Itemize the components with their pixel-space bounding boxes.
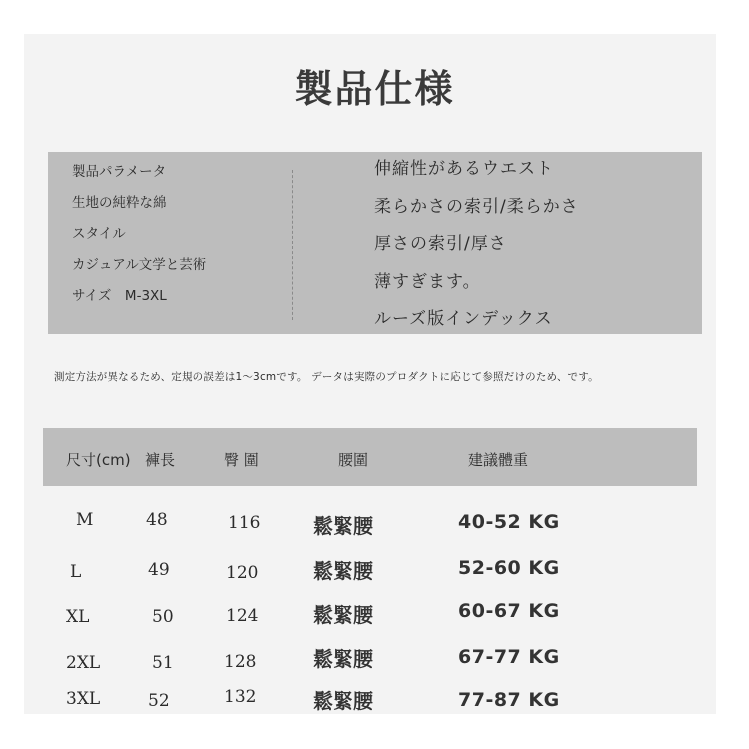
row-length: 49	[148, 560, 170, 580]
row-waist: 鬆緊腰	[313, 647, 373, 671]
row-weight: 52-60 KG	[458, 557, 560, 579]
row-size: 3XL	[66, 689, 101, 709]
spec-right-item: 柔らかさの索引/柔らかさ	[374, 196, 579, 217]
header-waist: 腰圍	[338, 451, 369, 469]
spec-left-item: サイズ M-3XL	[72, 288, 167, 304]
row-hip: 124	[226, 606, 259, 626]
row-hip: 128	[224, 652, 257, 672]
row-waist: 鬆緊腰	[313, 514, 373, 538]
spec-left-item: カジュアル文学と芸術	[72, 257, 207, 273]
row-weight: 77-87 KG	[458, 689, 560, 711]
spec-left-list	[72, 162, 206, 317]
spec-left-item: スタイル	[72, 226, 126, 242]
page-title: 製品仕様	[294, 67, 455, 111]
header-size: 尺寸(cm)	[66, 451, 131, 469]
row-weight: 60-67 KG	[458, 600, 560, 622]
spec-left-item: 製品パラメータ	[72, 164, 167, 180]
row-length: 50	[152, 607, 174, 627]
row-size: L	[70, 562, 82, 582]
row-size: M	[76, 510, 94, 530]
row-weight: 40-52 KG	[458, 511, 560, 533]
size-table-header	[43, 428, 697, 486]
header-hip: 臀 圍	[224, 451, 259, 469]
spec-right-item: 伸縮性があるウエスト	[374, 159, 554, 179]
row-size: XL	[66, 607, 90, 627]
row-size: 2XL	[66, 653, 101, 673]
spec-right-item: 厚さの索引/厚さ	[374, 234, 507, 254]
row-hip: 116	[228, 513, 261, 533]
row-length: 52	[148, 691, 170, 711]
spec-right-list	[374, 158, 579, 346]
row-waist: 鬆緊腰	[313, 559, 373, 583]
row-length: 51	[152, 653, 174, 673]
row-hip: 120	[226, 563, 259, 583]
row-waist: 鬆緊腰	[313, 689, 373, 713]
row-length: 48	[146, 510, 168, 530]
spec-right-item: ルーズ版インデックス	[374, 309, 553, 329]
row-waist: 鬆緊腰	[313, 603, 373, 627]
row-hip: 132	[224, 687, 257, 707]
spec-left-item: 生地の純粋な綿	[72, 195, 167, 211]
measurement-note: 測定方法が異なるため、定規の誤差は1～3cmです。 データは実際のプロダクトに応じて参照だけのため、です。	[54, 371, 599, 383]
header-length: 褲長	[145, 451, 176, 469]
header-weight: 建議體重	[468, 451, 529, 469]
row-weight: 67-77 KG	[458, 646, 560, 668]
spec-divider	[292, 170, 293, 320]
spec-right-item: 薄すぎます。	[374, 271, 481, 292]
